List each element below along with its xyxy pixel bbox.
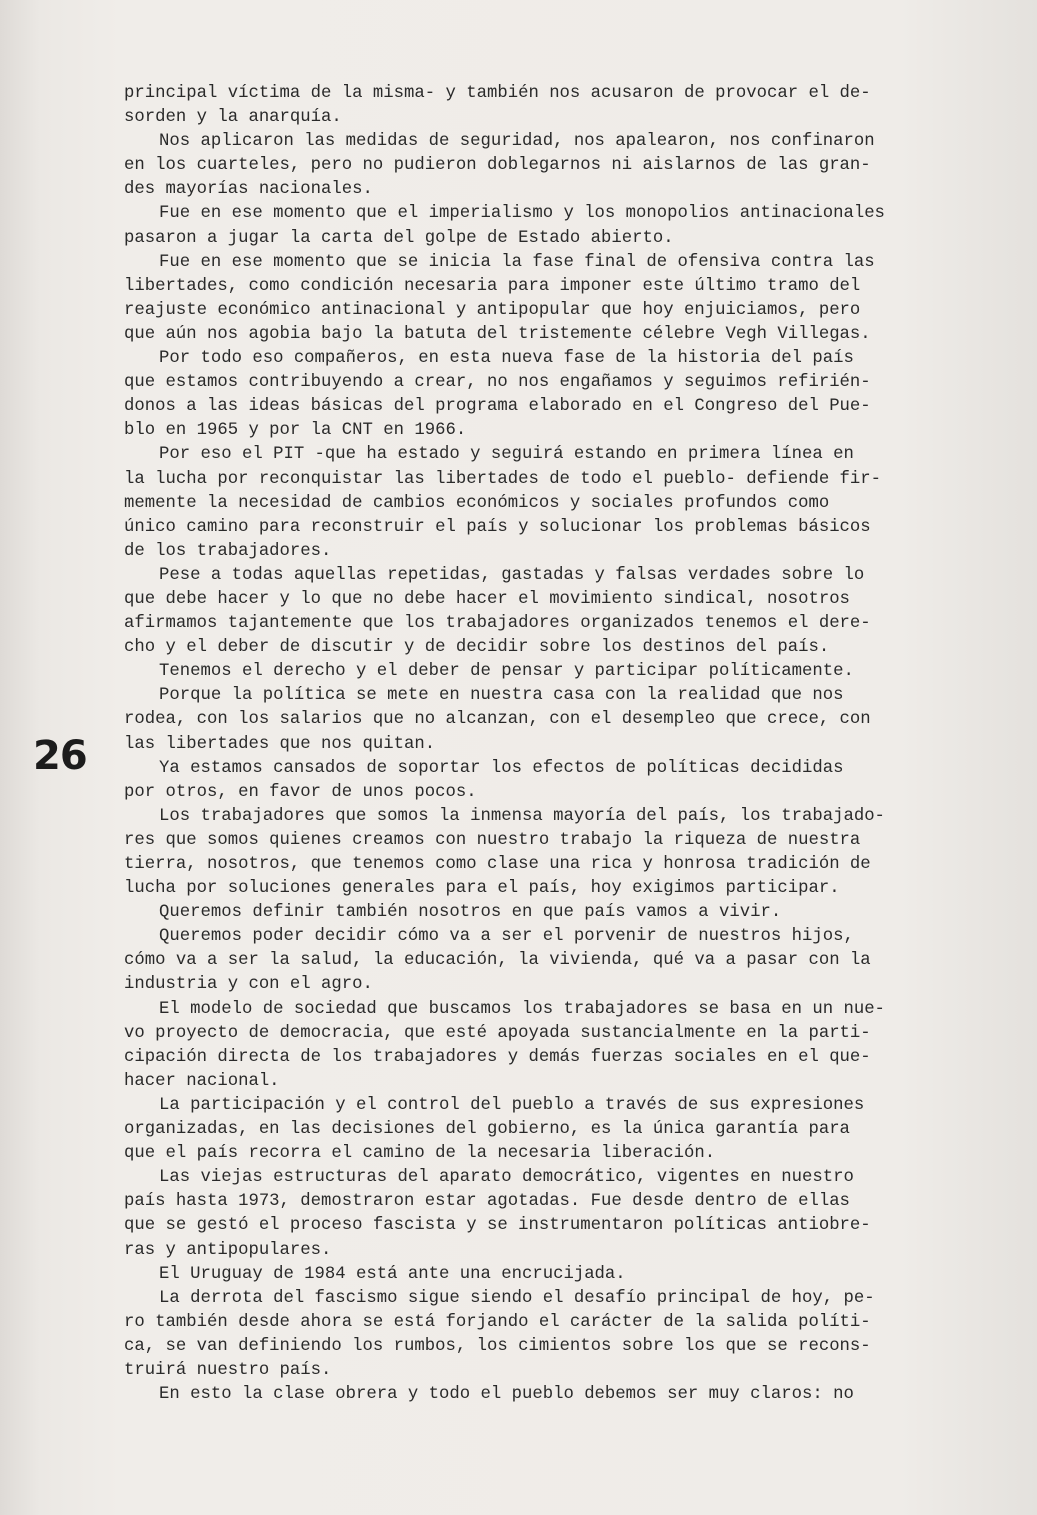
text-line: libertades, como condición necesaria para imponer este último tramo del [124,276,861,296]
text-line: res que somos quienes creamos con nuestro trabajo la riqueza de nuestra [124,830,861,850]
text-line: El Uruguay de 1984 está ante una encrucijada. [159,1264,626,1284]
text-line: memente la necesidad de cambios económicos y sociales profundos como [124,493,830,513]
text-line: blo en 1965 y por la CNT en 1966. [124,421,467,441]
text-line: industria y con el agro. [124,975,373,995]
text-line: cho y el deber de discutir y de decidir sobre los destinos del país. [124,638,830,658]
text-line: ro también desde ahora se está forjando el carácter de la salida políti- [124,1312,871,1332]
text-line: hacer nacional. [124,1071,280,1091]
text-line: Por todo eso compañeros, en esta nueva fase de la historia del país [159,349,854,369]
text-line: afirmamos tajantemente que los trabajadores organizados tenemos el dere- [124,614,871,634]
text-line: la lucha por reconquistar las libertades de todo el pueblo- defiende fir- [124,469,882,489]
text-line: lucha por soluciones generales para el país, hoy exigimos participar. [124,879,840,899]
text-line: Queremos poder decidir cómo va a ser el porvenir de nuestros hijos, [159,927,854,947]
text-line: Por eso el PIT -que ha estado y seguirá estando en primera línea en [159,445,854,465]
text-line: que el país recorra el camino de la necesaria liberación. [124,1144,716,1164]
text-line: principal víctima de la misma- y también nos acusaron de provocar el de- [124,84,871,103]
text-line: El modelo de sociedad que buscamos los trabajadores se basa en un nue- [159,999,885,1019]
text-line: cómo va a ser la salud, la educación, la vivienda, qué va a pasar con la [124,951,871,971]
text-line: por otros, en favor de unos pocos. [124,782,477,802]
text-line: Porque la política se mete en nuestra casa con la realidad que nos [159,686,844,706]
text-line: Los trabajadores que somos la inmensa mayoría del país, los trabajado- [159,806,885,826]
text-line: En esto la clase obrera y todo el pueblo debemos ser muy claros: no [159,1385,854,1405]
text-line: tierra, nosotros, que tenemos como clase una rica y honrosa tradición de [124,855,871,874]
text-line: Queremos definir también nosotros en que país vamos a vivir. [159,903,782,923]
text-line: que estamos contribuyendo a crear, no nos engañamos y seguimos refirién- [124,373,871,393]
text-line: Tenemos el derecho y el deber de pensar y participar políticamente. [159,662,854,682]
text-line: Nos aplicaron las medidas de seguridad, nos apalearon, nos confinaron [159,132,875,152]
text-line: pasaron a jugar la carta del golpe de Estado abierto. [124,228,674,248]
text-line: vo proyecto de democracia, que esté apoyada sustancialmente en la parti- [124,1023,871,1043]
text-line: Pese a todas aquellas repetidas, gastadas y falsas verdades sobre lo [159,565,865,585]
text-line: sorden y la anarquía. [124,108,342,128]
text-line: único camino para reconstruir el país y solucionar los problemas básicos [124,517,871,537]
text-line: Fue en ese momento que se inicia la fase final de ofensiva contra las [159,252,875,272]
text-line: rodea, con los salarios que no alcanzan, con el desempleo que crece, con [124,710,871,730]
page-number: 26 [33,733,87,779]
text-line: las libertades que nos quitan. [124,734,436,754]
text-line: La participación y el control del pueblo a través de sus expresiones [159,1095,865,1115]
body-text [124,82,1004,1407]
text-line: Ya estamos cansados de soportar los efectos de políticas decididas [159,758,844,778]
text-line: ras y antipopulares. [124,1240,332,1260]
text-line: que debe hacer y lo que no debe hacer el movimiento sindical, nosotros [124,589,850,609]
text-line: truirá nuestro país. [124,1360,332,1380]
text-line: cipación directa de los trabajadores y demás fuerzas sociales en el que- [124,1047,871,1067]
text-line: Las viejas estructuras del aparato democrático, vigentes en nuestro [159,1168,854,1188]
text-line: de los trabajadores. [124,541,332,561]
text-line: organizadas, en las decisiones del gobierno, es la única garantía para [124,1120,850,1140]
text-line: en los cuarteles, pero no pudieron doblegarnos ni aislarnos de las gran- [124,156,871,176]
text-line: donos a las ideas básicas del programa elaborado en el Congreso del Pue- [124,397,871,417]
text-line: Fue en ese momento que el imperialismo y los monopolios antinacionales [159,204,885,224]
text-line: reajuste económico antinacional y antipopular que hoy enjuiciamos, pero [124,300,861,320]
text-line: que se gestó el proceso fascista y se instrumentaron políticas antiobre- [124,1216,871,1236]
text-line: La derrota del fascismo sigue siendo el desafío principal de hoy, pe- [159,1288,875,1308]
text-line: des mayorías nacionales. [124,180,373,200]
text-line: que aún nos agobia bajo la batuta del tristemente célebre Vegh Villegas. [124,324,871,344]
text-line: país hasta 1973, demostraron estar agotadas. Fue desde dentro de ellas [124,1192,850,1212]
text-line: ca, se van definiendo los rumbos, los cimientos sobre los que se recons- [124,1336,871,1356]
